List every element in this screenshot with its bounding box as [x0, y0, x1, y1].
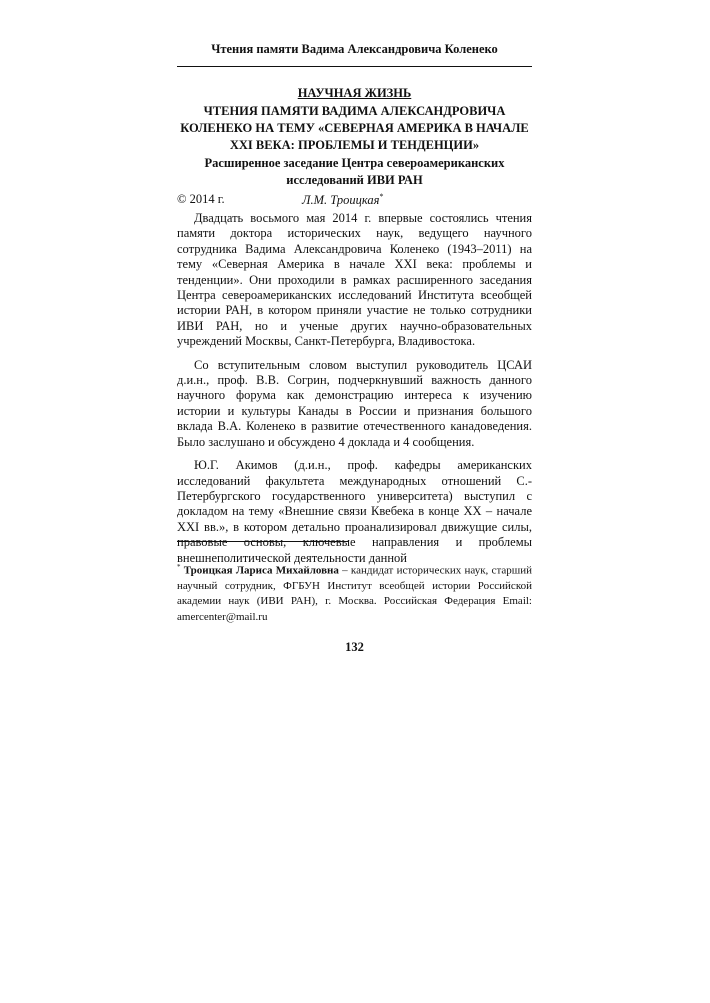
copyright-year: © 2014 г. [177, 192, 225, 206]
paragraph: Двадцать восьмого мая 2014 г. впервые состоялись чтения памяти доктора исторических наук, ведущего научного сотрудника Вадима Александровича Коленеко (1943–2011) на тему «Северная Америка в начале XXI века: проблемы и тенденции». Они проходили в рамках расширенного заседания Центра североамериканских исследований Института всеобщей истории РАН, в котором приняли участие не только сотрудники ИВИ РАН, но и ученые других научно-образовательных учреждений Москвы, Санкт-Петербурга, Владивостока. [177, 211, 532, 349]
article-body [177, 211, 532, 574]
subtitle-line: исследований ИВИ РАН [286, 173, 423, 187]
article-title [177, 103, 532, 154]
title-line: XXI ВЕКА: ПРОБЛЕМЫ И ТЕНДЕНЦИИ» [229, 138, 480, 152]
footnote [177, 560, 532, 625]
page-number: 132 [345, 640, 364, 654]
title-line: ЧТЕНИЯ ПАМЯТИ ВАДИМА АЛЕКСАНДРОВИЧА [203, 104, 506, 118]
footnote-author: Троицкая Лариса Михайловна [183, 564, 339, 577]
section-heading: НАУЧНАЯ ЖИЗНЬ [297, 86, 412, 100]
author-name [302, 192, 384, 208]
footnote-marker: * [379, 192, 384, 201]
running-head: Чтения памяти Вадима Александровича Коленеко [211, 42, 498, 56]
subtitle-line: Расширенное заседание Центра североамериканских [204, 156, 505, 170]
footnote-text: – кандидат исторических наук, старший научный сотрудник, ФГБУН Институт всеобщей истории Российской академии наук (ИВИ РАН), г. Москва. Российская Федерация Email: amercenter@mail.ru [177, 564, 533, 623]
footnote-marker: * [177, 563, 181, 571]
author-name-text: Л.М. Троицкая [302, 193, 380, 208]
paragraph: Со вступительным словом выступил руководитель ЦСАИ д.и.н., проф. В.В. Согрин, подчеркнувший важность данного научного форума как демонстрацию интереса к изучению истории и культуры Канады в России и признания большого вклада В.А. Коленеко в развитие отечественного канадоведения. Было заслушано и обсуждено 4 доклада и 4 сообщения. [177, 357, 532, 449]
footnote-rule [177, 541, 349, 542]
byline [177, 192, 532, 208]
article-subtitle [177, 155, 532, 189]
paragraph: Ю.Г. Акимов (д.и.н., проф. кафедры американских исследований факультета международных отношений С.-Петербургского государственного университета) выступил с докладом на тему «Внешние связи Квебека в конце XX – начале XXI вв.», в котором детально проанализировал движущие силы, правовые основы, ключевые направления и проблемы внешнеполитической деятельности данной [177, 458, 532, 565]
title-line: КОЛЕНЕКО НА ТЕМУ «СЕВЕРНАЯ АМЕРИКА В НАЧАЛЕ [180, 121, 529, 135]
header-rule [177, 66, 532, 67]
